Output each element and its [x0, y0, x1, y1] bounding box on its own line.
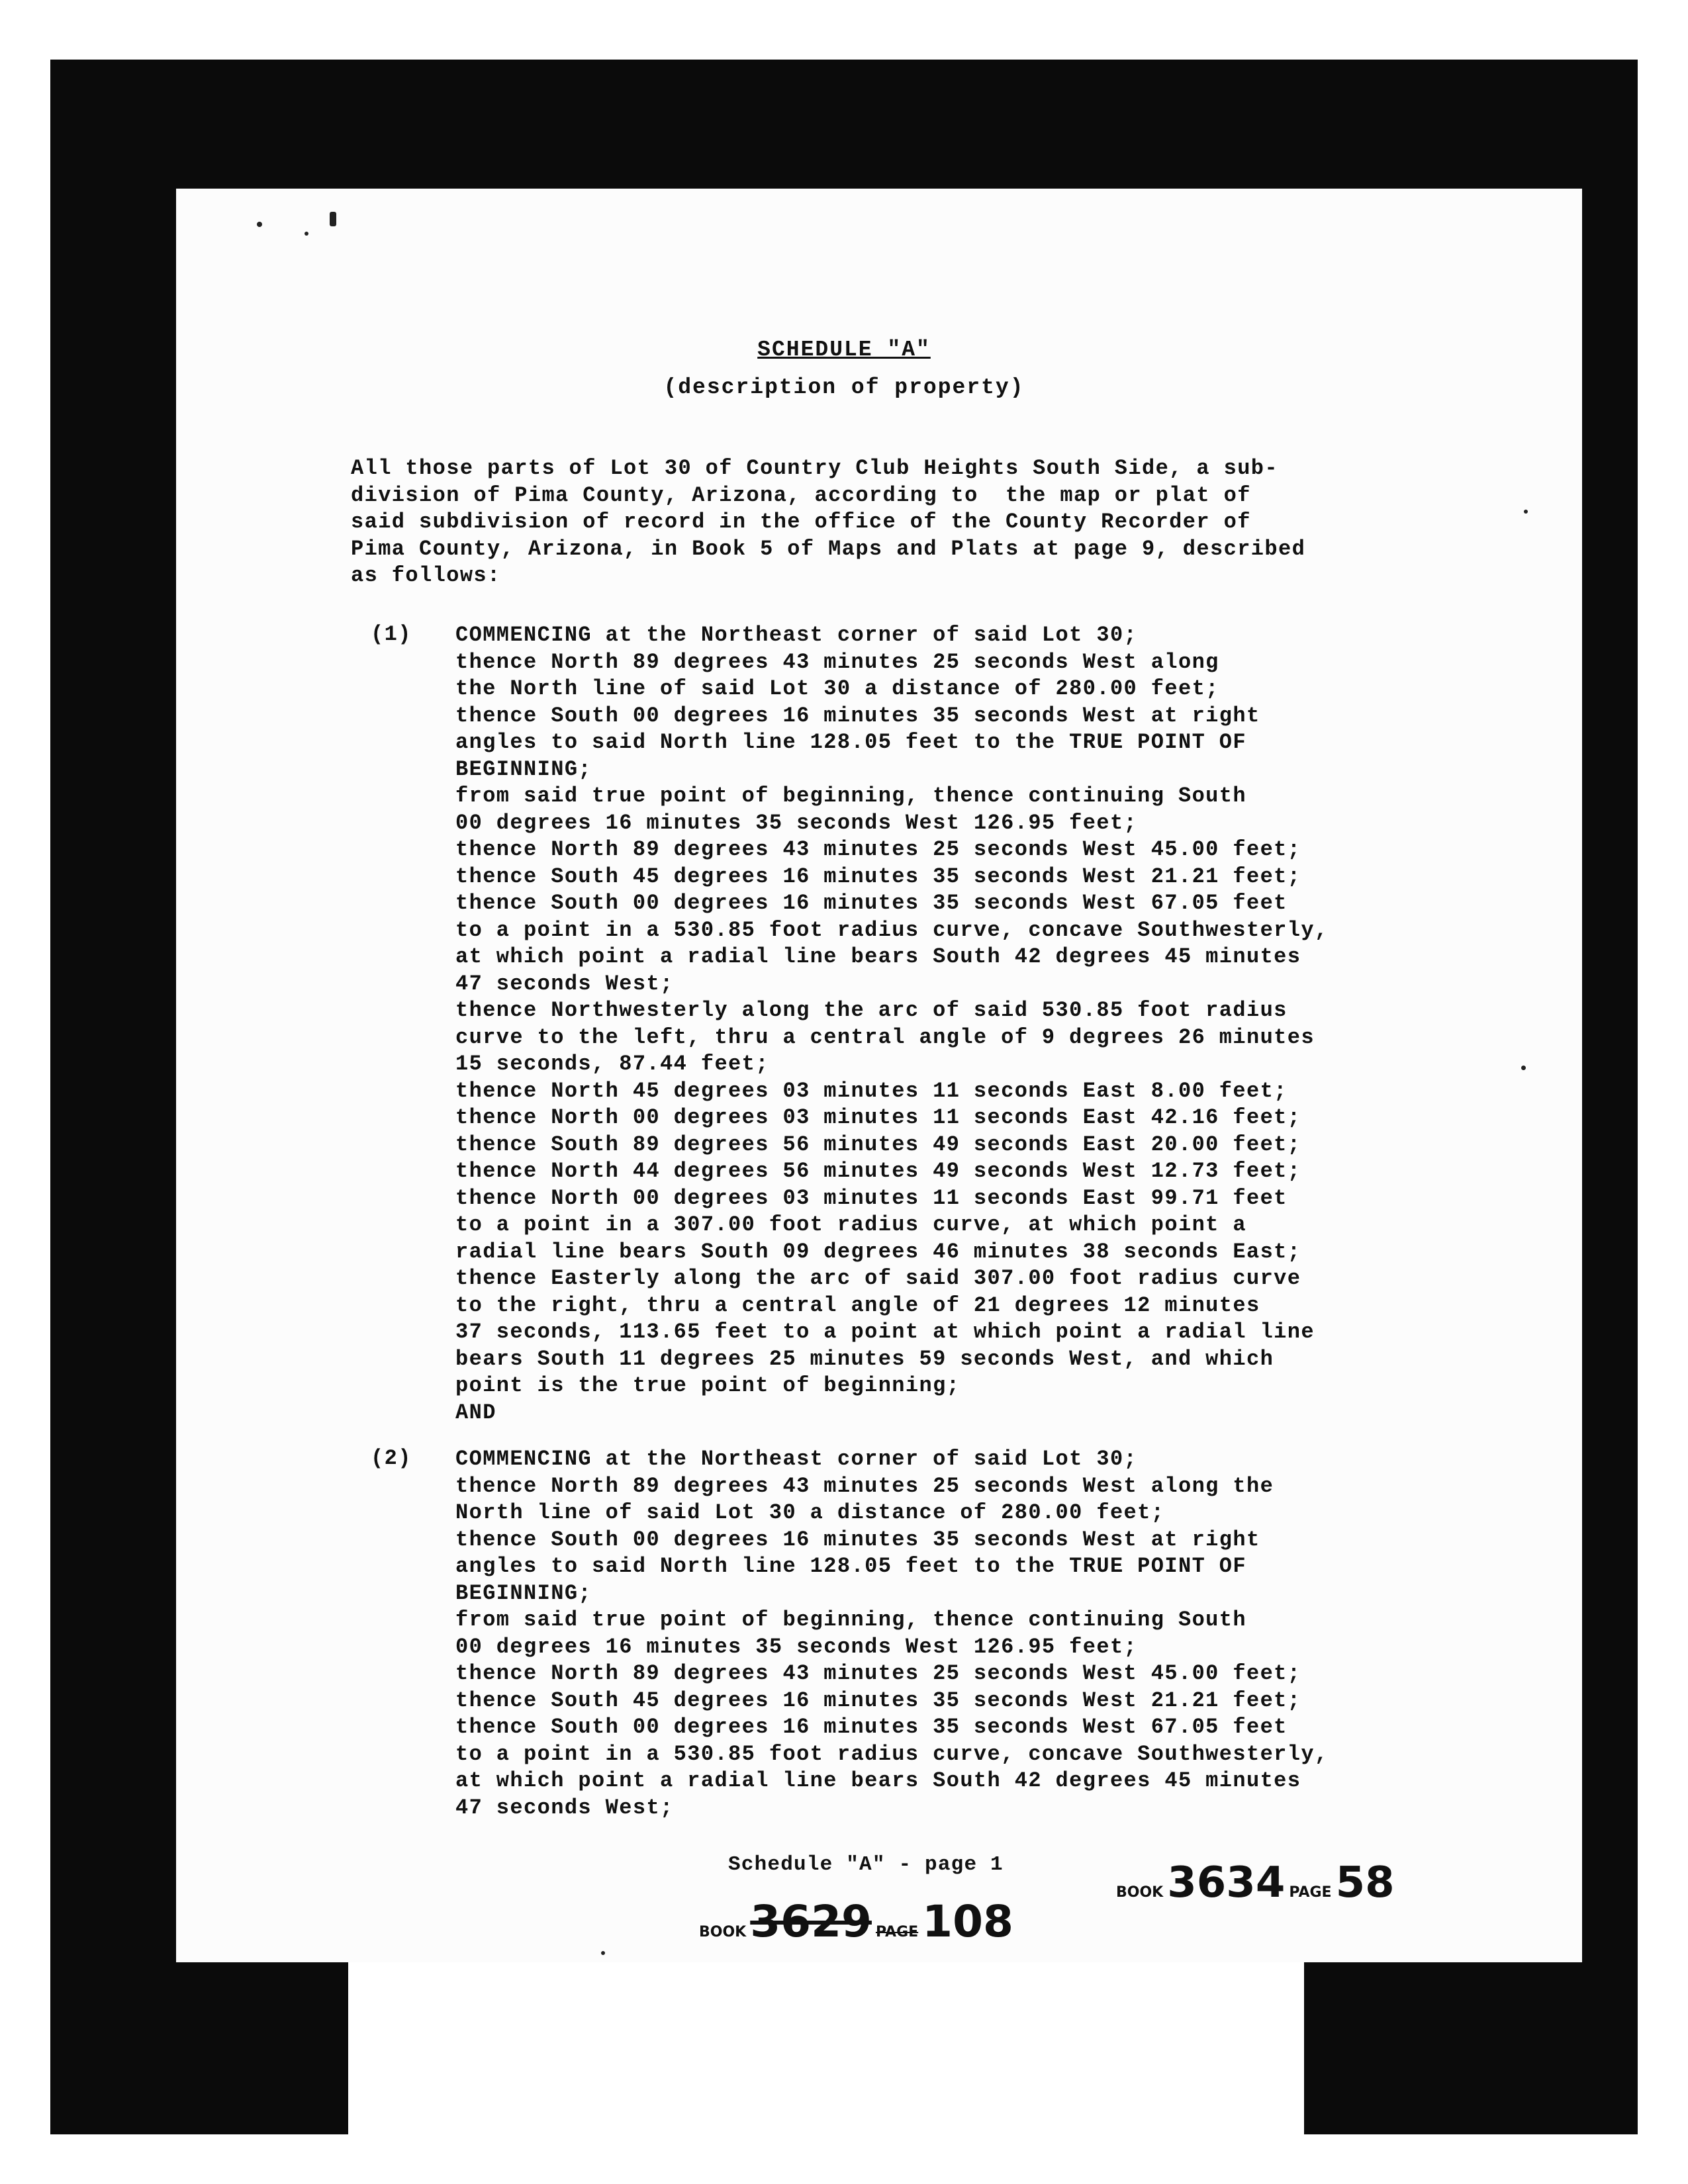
page-footer: Schedule "A" - page 1 [728, 1853, 1004, 1876]
legal-line: thence North 00 degrees 03 minutes 11 seconds East 42.16 feet; [455, 1105, 1301, 1130]
legal-line: thence Northwesterly along the arc of said 530.85 foot radius [455, 998, 1288, 1023]
legal-line: thence North 00 degrees 03 minutes 11 seconds East 99.71 feet [455, 1185, 1288, 1210]
intro-line: as follows: [351, 563, 501, 588]
legal-line: from said true point of beginning, thence continuing South [455, 1608, 1246, 1632]
scan-border-left [50, 60, 176, 2134]
legal-line: the North line of said Lot 30 a distance of 280.00 feet; [455, 676, 1219, 701]
legal-line: COMMENCING at the Northeast corner of said Lot 30; [455, 623, 1138, 647]
scan-border-top [50, 60, 1638, 192]
legal-line: to the right, thru a central angle of 21 degrees 12 minutes [455, 1293, 1260, 1318]
intro-paragraph [351, 455, 1542, 590]
stamp-book-number: 3629 [750, 1896, 872, 1947]
legal-line: thence South 00 degrees 16 minutes 35 seconds West at right [455, 1527, 1260, 1552]
section-number: (2) [371, 1446, 412, 1471]
legal-line: thence South 00 degrees 16 minutes 35 seconds West 67.05 feet [455, 891, 1288, 915]
recording-stamp-new [1112, 1858, 1395, 1907]
legal-line: thence South 00 degrees 16 minutes 35 seconds West 67.05 feet [455, 1715, 1288, 1739]
stamp-book-label: BOOK [1116, 1884, 1164, 1901]
legal-line: at which point a radial line bears South 42 degrees 45 minutes [455, 944, 1301, 969]
legal-line: at which point a radial line bears South 42 degrees 45 minutes [455, 1768, 1301, 1793]
legal-line: 15 seconds, 87.44 feet; [455, 1052, 769, 1076]
stamp-page-label: PAGE [1289, 1884, 1332, 1901]
legal-line: curve to the left, thru a central angle of 9 degrees 26 minutes [455, 1024, 1315, 1050]
legal-line: angles to said North line 128.05 feet to the TRUE POINT OF [455, 730, 1246, 754]
stamp-book-number: 3634 [1167, 1858, 1286, 1907]
legal-line: thence North 89 degrees 43 minutes 25 seconds West along [455, 649, 1219, 674]
legal-line: 00 degrees 16 minutes 35 seconds West 126.95 feet; [455, 810, 1138, 835]
legal-line: 47 seconds West; [455, 1795, 674, 1820]
legal-line: thence South 45 degrees 16 minutes 35 seconds West 21.21 feet; [455, 1688, 1301, 1713]
legal-line: 47 seconds West; [455, 971, 674, 996]
schedule-title: SCHEDULE "A" [757, 338, 931, 362]
scan-speck [1521, 1066, 1526, 1070]
scan-border-right [1582, 60, 1638, 2134]
legal-line: thence South 89 degrees 56 minutes 49 seconds East 20.00 feet; [455, 1132, 1301, 1157]
scan-border-bottom-left [50, 1952, 348, 2134]
legal-line: 37 seconds, 113.65 feet to a point at which point a radial line [455, 1320, 1315, 1344]
legal-line: bears South 11 degrees 25 minutes 59 seconds West, and which [455, 1346, 1274, 1371]
legal-line: thence South 45 degrees 16 minutes 35 seconds West 21.21 feet; [455, 864, 1301, 889]
scan-speck [257, 222, 262, 227]
legal-line: 00 degrees 16 minutes 35 seconds West 126.95 feet; [455, 1634, 1138, 1659]
legal-line: to a point in a 530.85 foot radius curve, concave Southwesterly, [455, 917, 1329, 942]
intro-line: All those parts of Lot 30 of Country Club Heights South Side, a sub- [351, 456, 1279, 480]
legal-line: COMMENCING at the Northeast corner of said Lot 30; [455, 1447, 1138, 1471]
section-number: (1) [371, 622, 412, 647]
scan-speck [601, 1951, 605, 1955]
legal-line: to a point in a 530.85 foot radius curve, concave Southwesterly, [455, 1741, 1329, 1766]
legal-line: BEGINNING; [455, 756, 592, 782]
section-lines [455, 1446, 1329, 1821]
legal-line: thence North 89 degrees 43 minutes 25 seconds West 45.00 feet; [455, 1661, 1301, 1686]
legal-line: thence North 89 degrees 43 minutes 25 seconds West 45.00 feet; [455, 837, 1301, 862]
legal-line: angles to said North line 128.05 feet to the TRUE POINT OF [455, 1554, 1246, 1578]
stamp-page-label: PAGE [875, 1924, 919, 1940]
legal-line: thence South 00 degrees 16 minutes 35 seconds West at right [455, 703, 1260, 728]
legal-line: North line of said Lot 30 a distance of 280.00 feet; [455, 1500, 1165, 1525]
scan-border-bottom-right [1304, 1959, 1638, 2134]
legal-line: from said true point of beginning, thence continuing South [455, 784, 1246, 808]
legal-line: thence Easterly along the arc of said 307.00 foot radius curve [455, 1266, 1301, 1291]
section-lines [455, 622, 1329, 1426]
intro-line: division of Pima County, Arizona, according to the map or plat of [351, 482, 1251, 508]
legal-line: thence North 44 degrees 56 minutes 49 seconds West 12.73 feet; [455, 1159, 1301, 1183]
legal-line: to a point in a 307.00 foot radius curve, at which point a [455, 1212, 1246, 1237]
legal-line: thence North 89 degrees 43 minutes 25 seconds West along the [455, 1473, 1274, 1498]
legal-line: radial line bears South 09 degrees 46 minutes 38 seconds East; [455, 1239, 1301, 1264]
scan-speck [330, 212, 336, 226]
intro-line: said subdivision of record in the office of the County Recorder of [351, 510, 1251, 534]
stamp-page-number: 58 [1335, 1858, 1395, 1907]
legal-line: BEGINNING; [455, 1580, 592, 1606]
recording-stamp-old [695, 1896, 1013, 1947]
scan-speck [305, 232, 308, 236]
stamp-book-label: BOOK [699, 1924, 747, 1940]
stamp-page-number: 108 [922, 1896, 1013, 1947]
schedule-subtitle: (description of property) [663, 375, 1025, 400]
legal-line: AND [455, 1400, 496, 1425]
legal-line: point is the true point of beginning; [455, 1373, 961, 1398]
legal-line: thence North 45 degrees 03 minutes 11 seconds East 8.00 feet; [455, 1078, 1288, 1103]
intro-line: Pima County, Arizona, in Book 5 of Maps and Plats at page 9, described [351, 536, 1306, 561]
